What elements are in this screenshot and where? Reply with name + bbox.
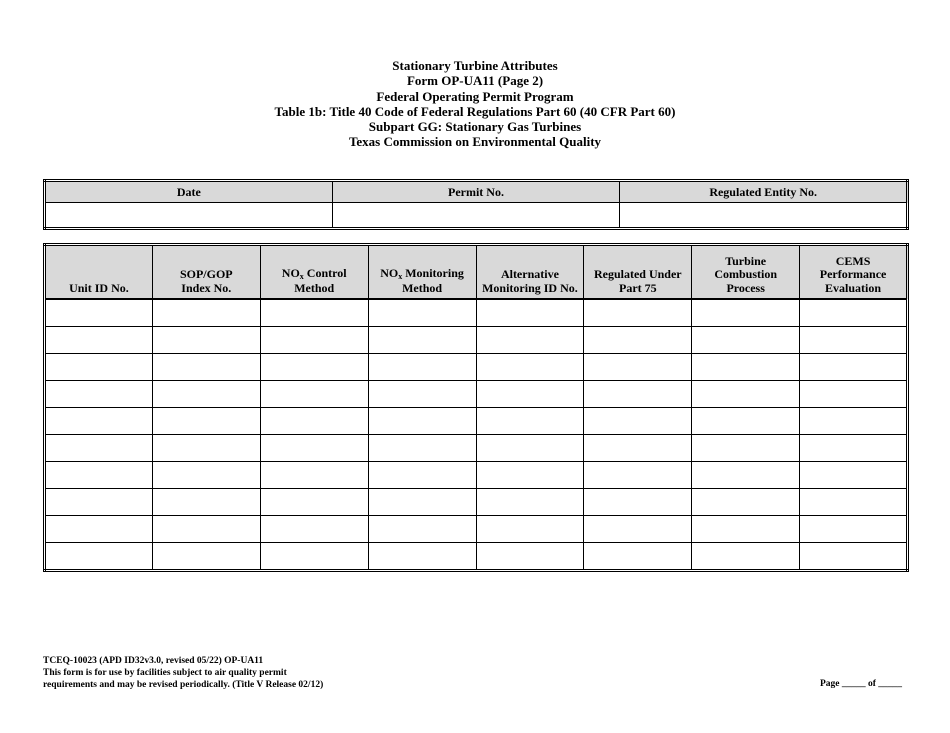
page-number: Page _____ of _____	[819, 679, 902, 689]
date-field[interactable]	[45, 203, 333, 229]
permit-number-field[interactable]	[332, 203, 620, 229]
form-title: Stationary Turbine Attributes	[392, 58, 558, 73]
table-cell[interactable]	[152, 408, 260, 435]
table-cell[interactable]	[584, 543, 692, 571]
table-cell[interactable]	[800, 299, 908, 327]
table-cell[interactable]	[692, 435, 800, 462]
table-row	[45, 381, 908, 408]
regulated-entity-field[interactable]	[620, 203, 908, 229]
nox-control-method-header: $NO_x$ Control Method	[260, 245, 368, 300]
table-cell[interactable]	[476, 543, 584, 571]
table-cell[interactable]	[368, 354, 476, 381]
table-cell[interactable]	[692, 381, 800, 408]
table-cell[interactable]	[476, 354, 584, 381]
table-cell[interactable]	[368, 462, 476, 489]
table-cell[interactable]	[476, 435, 584, 462]
table-cell[interactable]	[800, 516, 908, 543]
table-cell[interactable]	[368, 516, 476, 543]
table-cell[interactable]	[260, 408, 368, 435]
table-cell[interactable]	[584, 381, 692, 408]
table-cell[interactable]	[692, 516, 800, 543]
table-cell[interactable]	[800, 489, 908, 516]
subpart-title: Subpart GG: Stationary Gas Turbines	[368, 119, 582, 135]
form-title-block	[0, 58, 950, 150]
table-cell[interactable]	[800, 327, 908, 354]
regulated-entity-header: Regulated Entity No.	[620, 181, 908, 203]
table-cell[interactable]	[692, 327, 800, 354]
table-cell[interactable]	[152, 381, 260, 408]
table-cell[interactable]	[692, 462, 800, 489]
table-cell[interactable]	[800, 435, 908, 462]
table-cell[interactable]	[260, 327, 368, 354]
form-footer	[43, 655, 323, 692]
usage-note-line2: requirements and may be revised periodically. (Title V Release 02/12)	[43, 680, 324, 691]
table-cell[interactable]	[152, 489, 260, 516]
table-cell[interactable]	[584, 354, 692, 381]
table-cell[interactable]	[152, 299, 260, 327]
table-cell[interactable]	[692, 489, 800, 516]
unit-id-header: Unit ID No.	[45, 245, 153, 300]
table-cell[interactable]	[152, 462, 260, 489]
table-row	[45, 489, 908, 516]
table-cell[interactable]	[368, 327, 476, 354]
table-cell[interactable]	[260, 435, 368, 462]
table-cell[interactable]	[152, 435, 260, 462]
table-row	[45, 327, 908, 354]
table-cell[interactable]	[584, 516, 692, 543]
table-cell[interactable]	[152, 354, 260, 381]
table-cell[interactable]	[692, 299, 800, 327]
table-cell[interactable]	[260, 299, 368, 327]
form-number: Form OP-UA11 (Page 2)	[406, 73, 544, 89]
table-cell[interactable]	[260, 381, 368, 408]
permit-number-header: Permit No.	[332, 181, 620, 203]
table-cell[interactable]	[476, 462, 584, 489]
regulated-under-part75-header: Regulated Under Part 75	[584, 245, 692, 300]
table-cell[interactable]	[368, 543, 476, 571]
table-cell[interactable]	[584, 435, 692, 462]
table-cell[interactable]	[45, 543, 153, 571]
table-cell[interactable]	[45, 408, 153, 435]
table-cell[interactable]	[476, 489, 584, 516]
table-cell[interactable]	[45, 489, 153, 516]
table-cell[interactable]	[45, 462, 153, 489]
table-cell[interactable]	[260, 543, 368, 571]
table-cell[interactable]	[476, 381, 584, 408]
table-cell[interactable]	[45, 435, 153, 462]
permit-info-table	[43, 179, 909, 230]
cems-performance-evaluation-header: CEMS Performance Evaluation	[800, 245, 908, 300]
table-cell[interactable]	[152, 543, 260, 571]
table-cell[interactable]	[476, 408, 584, 435]
table-title: Table 1b: Title 40 Code of Federal Regulations Part 60 (40 CFR Part 60)	[274, 103, 676, 119]
program-name: Federal Operating Permit Program	[376, 88, 574, 104]
table-cell[interactable]	[584, 462, 692, 489]
table-cell[interactable]	[45, 516, 153, 543]
usage-note-line1: This form is for use by facilities subject to air quality permit	[43, 668, 287, 679]
table-cell[interactable]	[260, 516, 368, 543]
table-cell[interactable]	[692, 543, 800, 571]
table-cell[interactable]	[152, 327, 260, 354]
nox-monitoring-method-header: $NO_x$ Monitoring Method	[368, 245, 476, 300]
table-cell[interactable]	[45, 354, 153, 381]
table-cell[interactable]	[368, 489, 476, 516]
table-cell[interactable]	[800, 543, 908, 571]
table-row	[45, 408, 908, 435]
table-row	[45, 543, 908, 571]
table-body	[45, 299, 908, 571]
table-cell[interactable]	[584, 299, 692, 327]
table-cell[interactable]	[584, 489, 692, 516]
alternative-monitoring-id-header: Alternative Monitoring ID No.	[476, 245, 584, 300]
table-cell[interactable]	[692, 354, 800, 381]
turbine-combustion-process-header: Turbine Combustion Process	[692, 245, 800, 300]
table-cell[interactable]	[584, 408, 692, 435]
table-cell[interactable]	[800, 408, 908, 435]
table-cell[interactable]	[152, 516, 260, 543]
table-cell[interactable]	[476, 327, 584, 354]
table-row	[45, 462, 908, 489]
table-cell[interactable]	[260, 354, 368, 381]
table-row	[45, 435, 908, 462]
table-cell[interactable]	[692, 408, 800, 435]
table-cell[interactable]	[476, 299, 584, 327]
date-header: Date	[45, 181, 333, 203]
table-row	[45, 299, 908, 327]
form-revision: TCEQ-10023 (APD ID32v3.0, revised 05/22) OP-UA11	[43, 656, 264, 666]
table-cell[interactable]	[800, 462, 908, 489]
table-cell[interactable]	[800, 354, 908, 381]
agency-name: Texas Commission on Environmental Quality	[348, 134, 602, 150]
table-cell[interactable]	[368, 299, 476, 327]
table-cell[interactable]	[476, 516, 584, 543]
sop-gop-index-header: SOP/GOP Index No.	[152, 245, 260, 300]
table-cell[interactable]	[260, 462, 368, 489]
table-cell[interactable]	[45, 327, 153, 354]
table-cell[interactable]	[368, 381, 476, 408]
table-cell[interactable]	[368, 408, 476, 435]
table-cell[interactable]	[800, 381, 908, 408]
table-cell[interactable]	[368, 435, 476, 462]
table-row	[45, 516, 908, 543]
table-row	[45, 354, 908, 381]
table-cell[interactable]	[260, 489, 368, 516]
table-cell[interactable]	[45, 381, 153, 408]
table-cell[interactable]	[45, 299, 153, 327]
turbine-attributes-table	[43, 243, 909, 572]
table-cell[interactable]	[584, 327, 692, 354]
